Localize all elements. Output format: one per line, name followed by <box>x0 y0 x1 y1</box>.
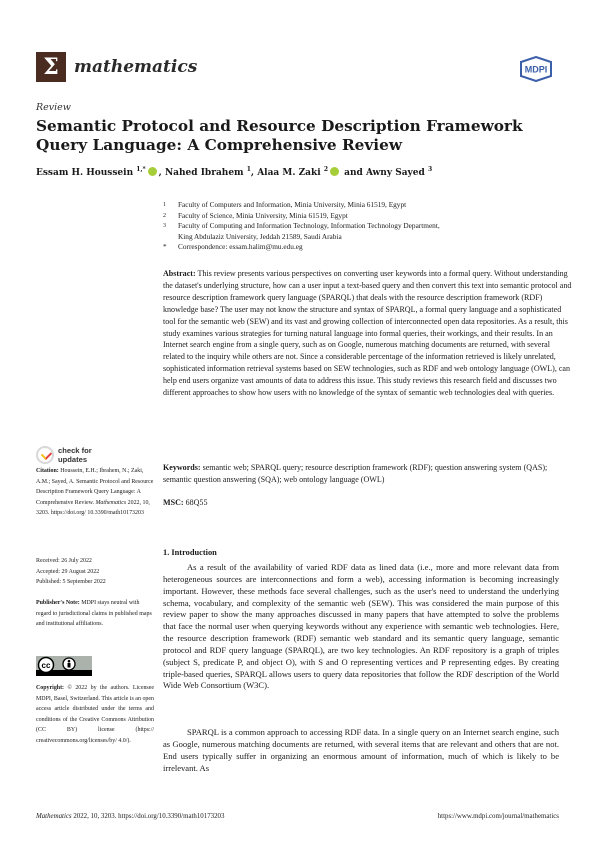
affiliation-row: 3 Faculty of Computing and Information Technology, Information Technology Department, <box>163 221 440 231</box>
citation-block <box>36 466 154 519</box>
affiliation-row: King Abdulaziz University, Jeddah 21589, Saudi Arabia <box>178 231 342 241</box>
citation-journal: Mathematics <box>95 499 127 506</box>
citation-label: Citation: <box>36 468 59 474</box>
footer-citation <box>36 813 224 820</box>
copyright-text: © 2022 by the authors. Licensee MDPI, Basel, Switzerland. This article is an open access article distributed under the terms and conditions of the Creative Commons Attribution (CC BY) license (https:// creativecommons.org/licenses/by/ 4.0/). <box>36 685 155 744</box>
abstract-label: Abstract: <box>163 269 196 278</box>
check-for-updates-line1[interactable]: check for <box>58 446 92 455</box>
affiliations <box>163 200 573 253</box>
msc <box>163 498 207 507</box>
dates-block <box>36 556 154 588</box>
author-name: Awny Sayed <box>365 168 425 178</box>
copyright-block <box>36 683 154 746</box>
body-paragraph: SPARQL is a common approach to accessing RDF data. In a single query on an Internet search engine, such as Google, numerous matching documents are returned, with several items that are relevant and others that are not. End users typically suffer in organizing an enormous amount of information, much of which is likely to be irrelevant. As <box>163 727 559 773</box>
abstract <box>163 268 573 399</box>
check-for-updates-icon[interactable] <box>36 446 54 464</box>
article-title: Semantic Protocol and Resource Description Framework Query Language: A Comprehensive Review <box>36 117 523 154</box>
publisher-note-label: Publisher's Note: <box>36 600 80 606</box>
msc-code: 68Q55 <box>185 498 208 507</box>
author-aff: 1,* <box>136 166 146 173</box>
mdpi-logo-text: MDPI <box>524 64 548 75</box>
author-aff: 3 <box>427 166 433 173</box>
copyright-label: Copyright: <box>36 685 65 691</box>
correspondence: * Correspondence: essam.halim@mu.edu.eg <box>163 242 303 252</box>
received-date: Received: 26 July 2022 <box>36 558 92 564</box>
author-aff: 2 <box>323 166 328 173</box>
cc-by-license-icon[interactable] <box>36 656 92 676</box>
footer-journal: Mathematics <box>36 813 72 820</box>
affiliation-row: 1 Faculty of Computers and Information, Minia University, Minia 61519, Egypt <box>163 200 407 209</box>
section-heading: 1. Introduction <box>163 548 217 557</box>
author-name: Essam H. Houssein <box>36 168 134 178</box>
keywords <box>163 462 573 486</box>
keywords-text: semantic web; SPARQL query; resource description framework (RDF); question answering system (QAS); semantic question answering (SQA); web ontology language (OWL) <box>163 463 548 484</box>
publisher-note-text: MDPI stays neutral with regard to jurisdictional claims in published maps and institutional affiliations. <box>36 600 152 627</box>
journal-logo: Σ <box>36 52 66 82</box>
abstract-text: This review presents various perspectives on converting user keywords into a formal query. Without understanding the dataset's underlying structure, how can a user input a text-based query and then convert this text into semantic protocol and resource description framework query language (SPARQL) that deals with the resource description framework (RDF) knowledge base? The user may not know the structure and syntax of SPARQL, a formal query language and a sophisticated tool for the semantic web (SEW) and its vast and growing collection of interconnected open data repositories. As a result, this study examines various strategies for turning natural language into formal queries, their workings, and their results. In an Internet search engine from a single query, such as on Google, numerous matching documents are returned, with several related to the inquiry while others are not. Since a considerable percentage of the information retrieved is likely unrelated, sophisticated information retrieval systems based on SEW technologies, such as RDF and web ontology language (OWL), can help end users organize vast amounts of data to address this issue. This study reviews this research field and discusses two different approaches to show how users with no knowledge of the syntax of semantic web technologies deal with queries. <box>163 269 572 398</box>
msc-label: MSC: <box>163 498 184 507</box>
article-type: Review <box>36 102 71 113</box>
orcid-icon[interactable] <box>330 167 339 176</box>
author-list: Essam H. Houssein $^{1,*}$ , Nahed Ibrahem $^1$, Alaa M. Zaki $^2$ and Awny Sayed $^3$ <box>36 166 433 178</box>
keywords-label: Keywords: <box>163 463 201 472</box>
svg-text:cc: cc <box>41 661 51 670</box>
citation-rest: 2022, 10, 3203. https://doi.org/ 10.3390/math10173203 <box>36 499 150 516</box>
orcid-icon[interactable] <box>148 167 157 176</box>
publisher-note <box>36 598 154 630</box>
footer-journal-url[interactable]: https://www.mdpi.com/journal/mathematics <box>437 813 559 820</box>
mdpi-logo <box>516 56 556 82</box>
footer-doi: 2022, 10, 3203. https://doi.org/10.3390/math10173203 <box>73 813 225 820</box>
published-date: Published: 5 September 2022 <box>36 579 106 585</box>
author-aff: 1 <box>246 166 251 173</box>
check-for-updates-line2[interactable]: updates <box>58 455 88 464</box>
accepted-date: Accepted: 29 August 2022 <box>36 568 100 575</box>
citation-text: Houssein, E.H.; Ibrahem, N.; Zaki, A.M.; Sayed, A. Semantic Protocol and Resource Description Framework Query Language: A Comprehensive Review. <box>36 468 154 506</box>
journal-name: mathematics <box>74 57 198 77</box>
body-paragraph: As a result of the availability of varied RDF data as lined data (i.e., more and more relevant data from heterogeneous sources are interconnections and form a web), accessing information is becoming increasingly important. However, these methods face several challenges, such as the user's need to understand the underlying schema, vocabulary, and complexity of the semantic web (SEW). This was considered the main purpose of this review paper to show the many approaches discussed in many papers that have attempted to solve the problems that face the normal user when querying keywords without any experience with semantic web technologies. Here, the resource description framework (RDF) semantic web standard and its semantic query language, semantic protocol and RDF query language (SPARQL), are two key technologies. An RDF repository is a graph of triples (subject S, predicate P, and object O), with S and O representing vertices and P representing edges. By creating triple-based queries, SPARQL allows users to query data repositories that follow the RDF description of the World Wide Web Consortium (W3C). <box>163 562 559 691</box>
affiliation-row: 2 Faculty of Science, Minia University, Minia 61519, Egypt <box>163 210 348 220</box>
author-name: Alaa M. Zaki <box>257 168 321 178</box>
author-name: Nahed Ibrahem <box>164 168 244 178</box>
